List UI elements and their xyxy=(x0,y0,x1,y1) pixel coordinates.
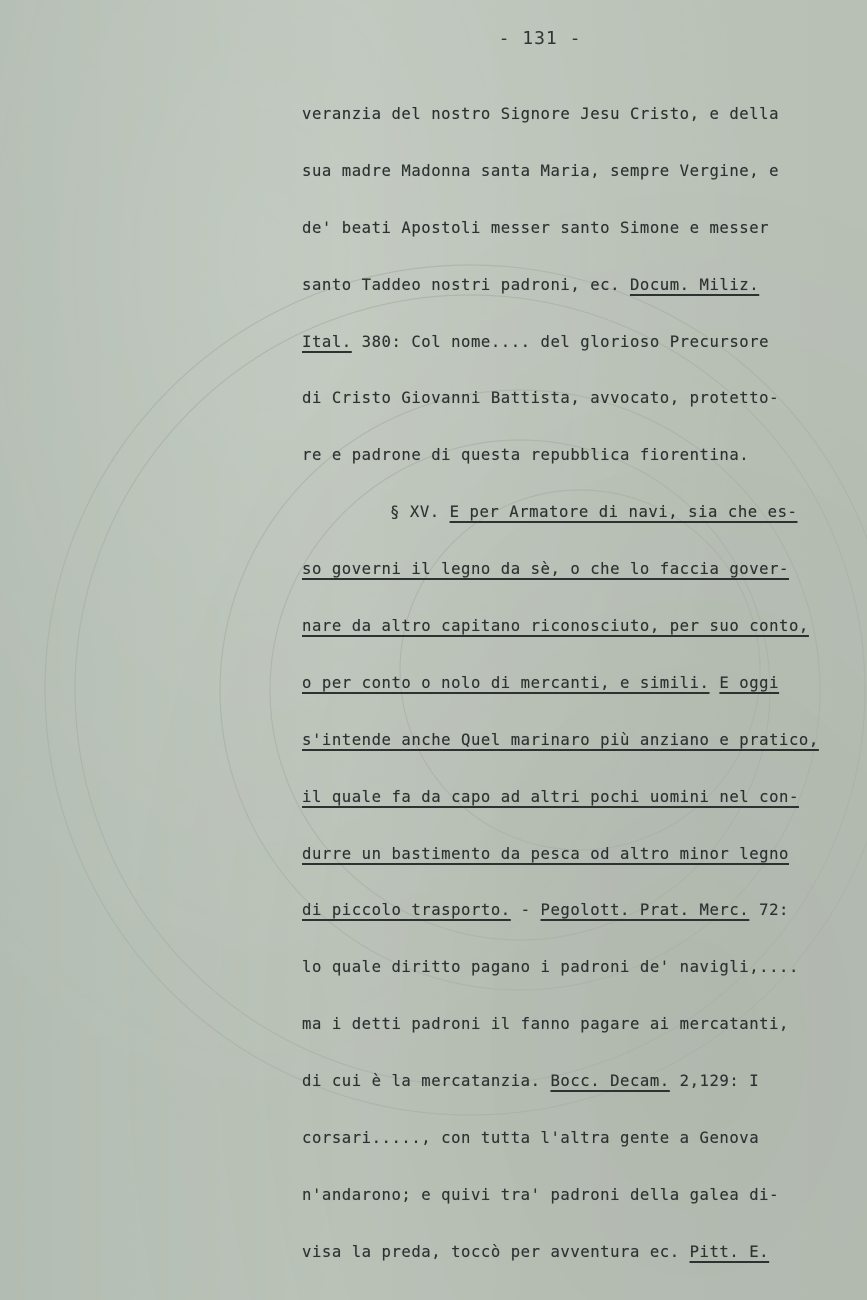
underlined-text: E per Armatore di navi, sia che es- xyxy=(449,503,798,522)
text-line xyxy=(302,1006,847,1063)
line-text: § XV. xyxy=(390,503,450,522)
underlined-text: durre un bastimento da pesca od altro minor legno xyxy=(302,844,789,863)
underlined-text: Docum. Miliz. xyxy=(629,275,760,294)
text-body xyxy=(302,96,847,1291)
underlined-text: Pitt. E. xyxy=(689,1242,770,1261)
line-text: 72: xyxy=(749,901,789,920)
text-line xyxy=(302,665,847,722)
underlined-text: E oggi xyxy=(719,673,780,692)
text-line xyxy=(302,1063,847,1120)
text-line xyxy=(302,836,847,893)
line-text: sua madre Madonna santa Maria, sempre Vergine, e xyxy=(302,161,780,180)
line-text: veranzia del nostro Signore Jesu Cristo, e della xyxy=(302,105,780,123)
text-line xyxy=(302,608,847,665)
line-text: 2,129: I xyxy=(669,1072,760,1091)
underlined-text: o per conto o nolo di mercanti, e simili. xyxy=(302,673,710,692)
line-text: 380: Col nome.... del glorioso Precursore xyxy=(351,332,770,351)
line-text: di cui è la mercatanzia. xyxy=(302,1072,551,1091)
underlined-text: Ital. xyxy=(302,332,352,351)
text-line xyxy=(302,380,847,437)
line-text: visa la preda, toccò per avventura ec. xyxy=(302,1242,690,1261)
underlined-text: il quale fa da capo ad altri pochi uomini nel con- xyxy=(302,787,799,806)
text-line xyxy=(302,551,847,608)
underlined-text: di piccolo trasporto. xyxy=(302,901,511,920)
underlined-text: nare da altro capitano riconosciuto, per suo conto, xyxy=(302,617,809,636)
line-text xyxy=(709,674,719,692)
text-line xyxy=(302,153,847,210)
text-line xyxy=(302,949,847,1006)
line-text: lo quale diritto pagano i padroni de' navigli,.... xyxy=(302,958,799,977)
line-text: n'andarono; e quivi tra' padroni della galea di- xyxy=(302,1185,780,1204)
line-text: ma i detti padroni il fanno pagare ai mercatanti, xyxy=(302,1015,789,1034)
text-line xyxy=(302,892,847,949)
text-line xyxy=(302,267,847,324)
text-line xyxy=(302,96,847,153)
page-number: - 131 - xyxy=(498,28,582,49)
line-text: - xyxy=(510,901,541,920)
text-line xyxy=(302,1234,847,1291)
text-line xyxy=(302,779,847,836)
line-text: de' beati Apostoli messer santo Simone e messer xyxy=(302,218,770,237)
text-line xyxy=(302,210,847,267)
line-text: corsari....., con tutta l'altra gente a Genova xyxy=(302,1129,760,1148)
line-text: santo Taddeo nostri padroni, ec. xyxy=(302,275,630,294)
line-text: re e padrone di questa repubblica fiorentina. xyxy=(302,446,750,465)
text-line xyxy=(302,494,847,551)
underlined-text: so governi il legno da sè, o che lo faccia gover- xyxy=(302,560,789,579)
underlined-text: Bocc. Decam. xyxy=(550,1072,670,1091)
text-line xyxy=(302,324,847,381)
text-line xyxy=(302,1177,847,1234)
underlined-text: Pegolott. Prat. Merc. xyxy=(540,901,750,920)
text-line xyxy=(302,722,847,779)
text-line xyxy=(302,437,847,494)
text-line xyxy=(302,1120,847,1177)
underlined-text: s'intende anche Quel marinaro più anziano e pratico, xyxy=(302,730,819,749)
line-text: di Cristo Giovanni Battista, avvocato, protetto- xyxy=(302,389,780,408)
